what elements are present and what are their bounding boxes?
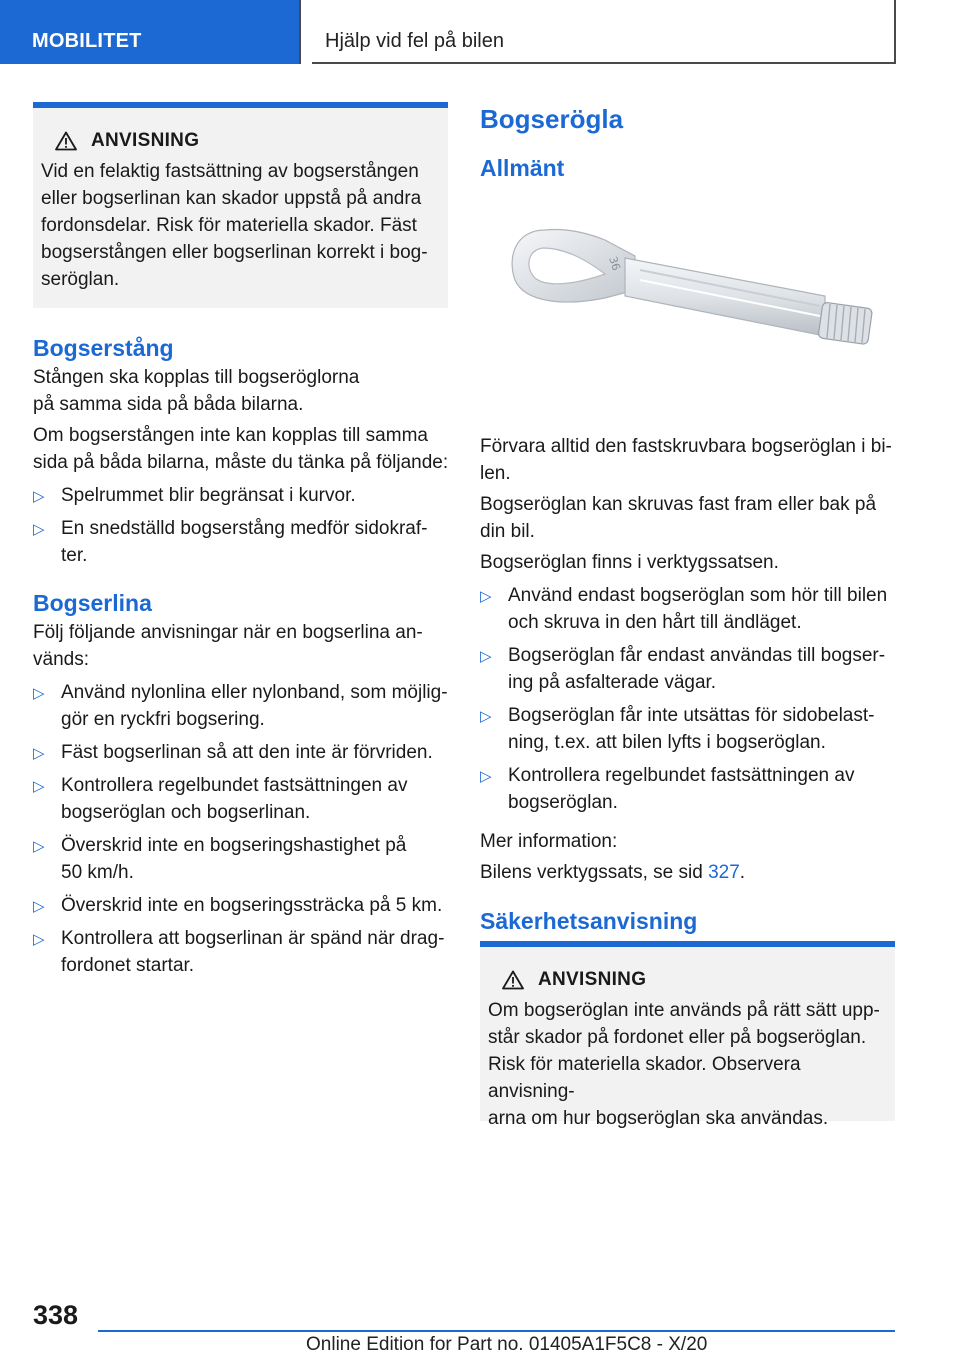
warning-line: bogserstången eller bogserlinan korrekt i bog- xyxy=(41,242,428,263)
list-item: ▷ Överskrid inte en bogseringssträcka på 5 km. xyxy=(33,892,453,919)
list-item: ▷ Kontrollera regelbundet fastsättningen av bogseröglan och bogserlinan. xyxy=(33,775,408,823)
warning-text xyxy=(41,158,440,293)
section-bogserstang xyxy=(33,335,453,569)
list-item: ▷ Spelrummet blir begränsat i kurvor. xyxy=(33,482,453,509)
bullet-triangle-icon: ▷ xyxy=(480,768,492,785)
list-item: ▷ Fäst bogserlinan så att den inte är förvriden. xyxy=(33,739,453,766)
page-reference-link[interactable]: 327 xyxy=(708,862,740,883)
bullet-triangle-icon: ▷ xyxy=(33,745,45,762)
warning-line: står skador på fordonet eller på bogseröglan. xyxy=(488,1027,867,1048)
warning-line: Risk för materiella skador. Observera anvisning- xyxy=(488,1054,801,1102)
list-item: ▷ Kontrollera att bogserlinan är spänd när drag- fordonet startar. xyxy=(33,928,445,976)
bullet-triangle-icon: ▷ xyxy=(33,778,45,795)
list-item: ▷ Överskrid inte en bogseringshastighet på 50 km/h. xyxy=(33,835,407,883)
warning-box-right xyxy=(480,941,895,1129)
bullet-triangle-icon: ▷ xyxy=(33,521,45,538)
bullet-triangle-icon: ▷ xyxy=(480,708,492,725)
bullet-triangle-icon: ▷ xyxy=(480,648,492,665)
section-bogserogla-text xyxy=(480,433,900,935)
warning-line: fordonsdelar. Risk för materiella skador. Fäst xyxy=(41,215,417,236)
bullet-list xyxy=(33,679,453,979)
svg-text:36: 36 xyxy=(606,254,623,273)
edition-text: Online Edition for Part no. 01405A1F5C8 - X/20 xyxy=(306,1334,708,1355)
list-item: ▷ Bogseröglan får endast användas till bogser- ing på asfalterade vägar. xyxy=(480,645,886,693)
heading-sakerhetsanvisning: Säkerhetsanvisning xyxy=(480,908,698,934)
list-item: ▷ Bogseröglan får inte utsättas för sidobelast- ning, t.ex. att bilen lyfts i bogseröglan. xyxy=(480,705,875,753)
section-tab xyxy=(0,0,299,64)
bullet-triangle-icon: ▷ xyxy=(33,898,45,915)
paragraph: Bogseröglan finns i verktygssatsen. xyxy=(480,552,779,573)
warning-line: Om bogseröglan inte används på rätt sätt upp- xyxy=(488,1000,880,1021)
list-item: ▷ Använd nylonlina eller nylonband, som möjlig- gör en ryckfri bogsering. xyxy=(33,682,448,730)
list-item: ▷ En snedställd bogserstång medför sidokraf- ter. xyxy=(33,518,428,566)
subheading-allmant: Allmänt xyxy=(480,155,565,181)
warning-triangle-icon xyxy=(502,970,524,990)
warning-line: arna om hur bogseröglan ska användas. xyxy=(488,1108,829,1129)
list-item: ▷ Använd endast bogseröglan som hör till bilen och skruva in den hårt till ändläget. xyxy=(480,585,888,633)
warning-line: seröglan. xyxy=(41,269,120,290)
bullet-triangle-icon: ▷ xyxy=(480,588,492,605)
tow-eye-illustration xyxy=(505,218,885,388)
warning-triangle-icon xyxy=(55,131,77,151)
list-item: ▷ Kontrollera regelbundet fastsättningen av bogseröglan. xyxy=(480,765,855,813)
footer-divider xyxy=(98,1330,895,1332)
cross-reference: Bilens verktygssats, se sid 327. xyxy=(480,862,746,883)
bullet-triangle-icon: ▷ xyxy=(33,488,45,505)
section-bogserogla xyxy=(480,104,900,182)
warning-title: ANVISNING xyxy=(538,969,647,990)
bullet-triangle-icon: ▷ xyxy=(33,931,45,948)
bullet-list xyxy=(33,482,453,569)
more-info-label: Mer information: xyxy=(480,831,618,852)
bullet-list xyxy=(480,582,900,816)
paragraph: Följ följande anvisningar när en bogserlina an- vänds: xyxy=(33,622,423,670)
warning-line: Vid en felaktig fastsättning av bogserstången xyxy=(41,161,419,182)
warning-line: eller bogserlinan kan skador uppstå på andra xyxy=(41,188,422,209)
warning-title: ANVISNING xyxy=(91,130,200,151)
warning-box-left xyxy=(33,102,448,308)
section-bogserlina xyxy=(33,590,453,979)
heading-bogserlina: Bogserlina xyxy=(33,590,152,616)
bullet-triangle-icon: ▷ xyxy=(33,685,45,702)
paragraph: Om bogserstången inte kan kopplas till samma sida på båda bilarna, måste du tänka på följande: xyxy=(33,425,449,473)
paragraph: Stången ska kopplas till bogseröglorna på samma sida på båda bilarna. xyxy=(33,367,360,415)
chapter-title: Hjälp vid fel på bilen xyxy=(325,30,504,52)
chapter-header xyxy=(312,0,896,64)
bullet-triangle-icon: ▷ xyxy=(33,838,45,855)
heading-bogserogla: Bogserögla xyxy=(480,104,624,134)
paragraph: Förvara alltid den fastskruvbara bogseröglan i bi- len. xyxy=(480,436,892,484)
section-title: MOBILITET xyxy=(32,30,142,52)
heading-bogserstang: Bogserstång xyxy=(33,335,174,361)
warning-text xyxy=(488,997,887,1132)
page-number: 338 xyxy=(33,1300,79,1330)
paragraph: Bogseröglan kan skruvas fast fram eller bak på din bil. xyxy=(480,494,877,542)
